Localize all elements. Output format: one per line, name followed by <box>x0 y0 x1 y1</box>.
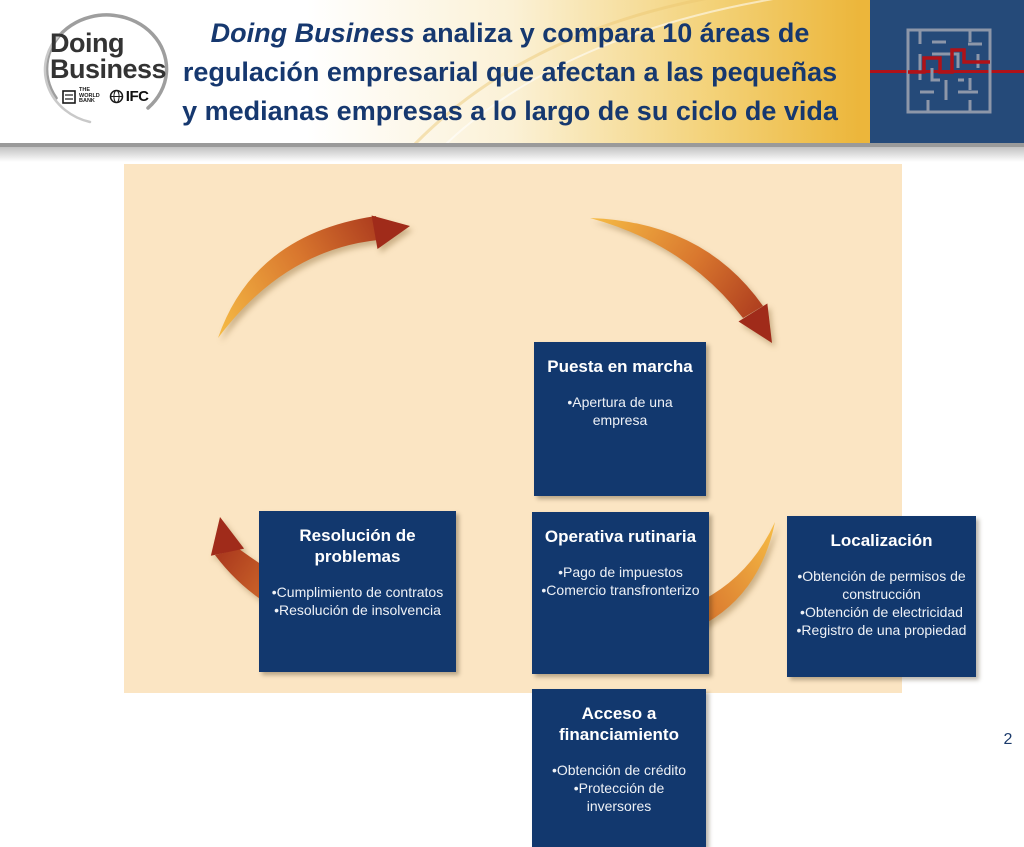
world-bank-icon <box>62 90 76 104</box>
box-bullet: •Protección de inversores <box>573 780 665 814</box>
logo-partner-row <box>62 88 148 105</box>
box-bullet: •Obtención de permisos de construcción <box>797 568 966 602</box>
box-bullet: •Resolución de insolvencia <box>274 602 441 618</box>
box-title: Resolución de problemas <box>299 526 416 566</box>
page-number: 2 <box>1003 731 1013 748</box>
header-navy-block <box>870 0 1024 143</box>
maze-icon <box>906 28 992 114</box>
cycle-box-acceso-a-financiamiento <box>532 689 706 847</box>
header-divider-shadow <box>0 147 1024 162</box>
cycle-diagram-panel <box>124 164 967 814</box>
box-bullet: •Obtención de electricidad <box>800 604 963 620</box>
box-bullet: •Pago de impuestos <box>558 564 683 580</box>
box-bullet: •Cumplimiento de contratos <box>271 584 444 600</box>
title-line-1 <box>150 14 870 53</box>
box-bullet: •Comercio transfronterizo <box>541 582 700 598</box>
cycle-box-resolucion-de-problemas <box>259 511 456 672</box>
ifc-logo <box>109 88 149 105</box>
ifc-globe-icon <box>109 89 124 104</box>
logo-line2: Business <box>50 54 167 84</box>
cycle-arrow-top-right <box>590 218 786 352</box>
slide-title <box>150 14 870 134</box>
box-title: Operativa rutinaria <box>544 527 697 546</box>
box-bullet: •Obtención de crédito <box>551 762 687 778</box>
slide-header <box>0 0 1024 143</box>
world-bank-label: THE WORLD BANK <box>79 87 100 105</box>
title-line-2: regulación empresarial que afectan a las pequeñas <box>182 57 838 87</box>
box-title: Acceso a financiamiento <box>559 704 679 744</box>
cycle-arrow-top-left <box>218 209 413 338</box>
box-bullet: •Registro de una propiedad <box>796 622 967 638</box>
world-bank-logo <box>62 88 100 105</box>
cycle-box-puesta-en-marcha <box>534 342 706 496</box>
box-title: Puesta en marcha <box>547 357 693 376</box>
logo-line1: Doing <box>50 28 124 58</box>
title-line-3: y medianas empresas a lo largo de su ciclo de vida <box>182 96 838 126</box>
box-title: Localización <box>830 531 933 550</box>
cycle-box-localizacion <box>787 516 976 677</box>
title-line-1-rest: analiza y compara 10 áreas de <box>414 18 810 48</box>
cycle-arrows <box>124 164 902 693</box>
box-bullet: •Apertura de una empresa <box>567 394 673 428</box>
logo-wordmark <box>50 30 166 82</box>
cycle-box-operativa-rutinaria <box>532 512 709 674</box>
title-brand-italic: Doing Business <box>210 18 415 48</box>
ifc-label: IFC <box>125 88 149 105</box>
